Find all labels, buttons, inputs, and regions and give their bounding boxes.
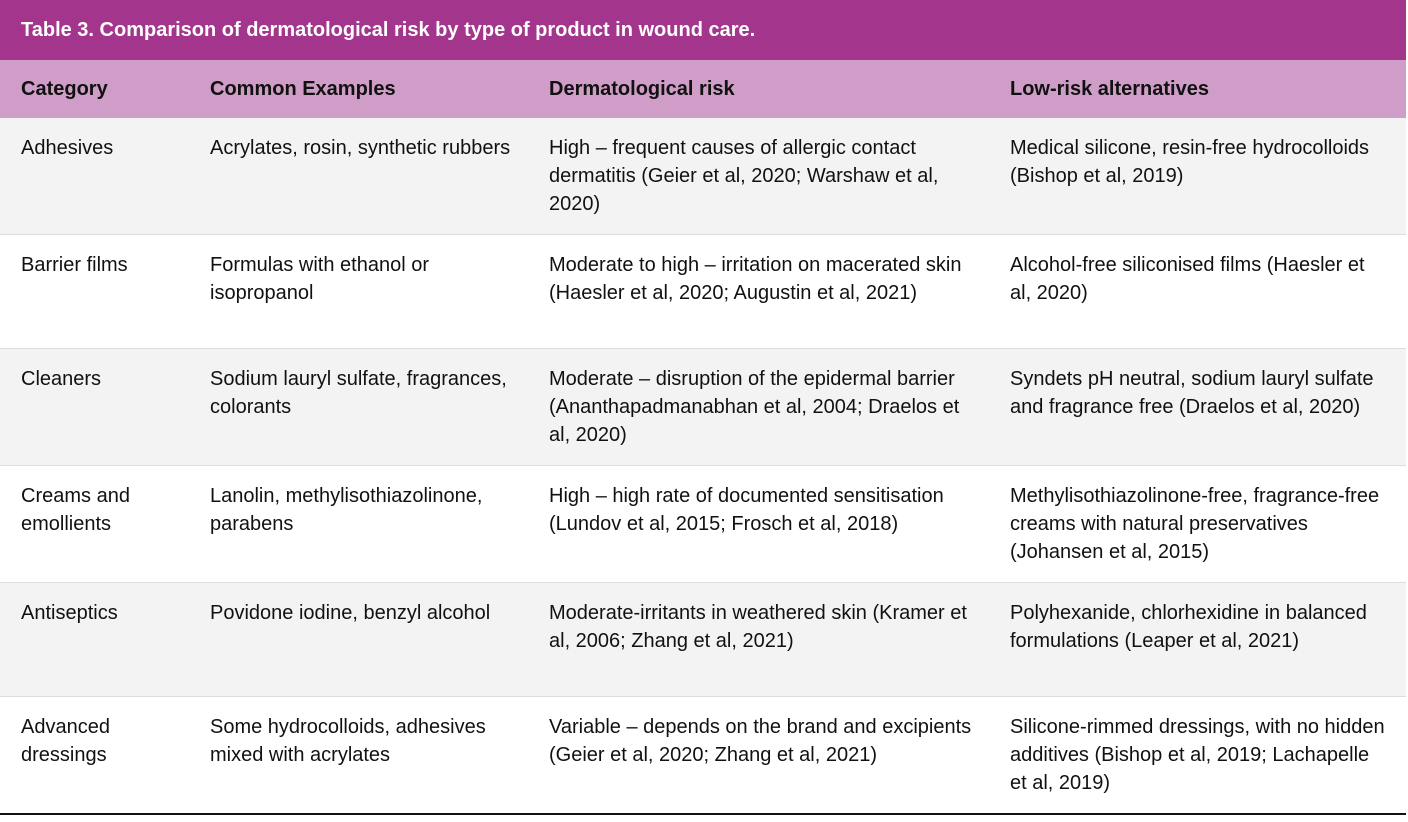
header-dermatological-risk: Dermatological risk: [549, 77, 735, 100]
table-header: [0, 60, 1406, 118]
cell-alternatives: Syndets pH neutral, sodium lauryl sulfate and fragrance free (Draelos et al, 2020): [1010, 368, 1374, 418]
cell-risk: Variable – depends on the brand and excipients (Geier et al, 2020; Zhang et al, 2021): [549, 716, 972, 766]
cell-alternatives: Silicone-rimmed dressings, with no hidden additives (Bishop et al, 2019; Lachapelle et al, 2019): [1010, 716, 1385, 794]
cell-examples: Some hydrocolloids, adhesives mixed with acrylates: [210, 716, 486, 766]
cell-examples: Lanolin, methylisothiazolinone, parabens: [210, 485, 483, 535]
cell-risk: Moderate – disruption of the epidermal barrier (Ananthapadmanabhan et al, 2004; Draelos et al, 2020): [549, 368, 960, 446]
cell-category: Adhesives: [21, 137, 114, 159]
cell-category: Advanced dressings: [21, 716, 110, 766]
cell-alternatives: Medical silicone, resin-free hydrocolloids (Bishop et al, 2019): [1010, 137, 1370, 187]
table-title: Table 3. Comparison of dermatological risk by type of product in wound care.: [0, 0, 1406, 60]
table-row: [0, 466, 1406, 583]
table-row: [0, 118, 1406, 235]
cell-examples: Sodium lauryl sulfate, fragrances, colorants: [210, 368, 507, 418]
cell-risk: High – high rate of documented sensitisation (Lundov et al, 2015; Frosch et al, 2018): [549, 485, 944, 535]
cell-alternatives: Polyhexanide, chlorhexidine in balanced formulations (Leaper et al, 2021): [1010, 602, 1367, 652]
table-row: [0, 235, 1406, 349]
cell-risk: Moderate to high – irritation on macerated skin (Haesler et al, 2020; Augustin et al, 2021): [549, 254, 962, 304]
table-body: [0, 118, 1406, 814]
header-low-risk-alternatives: Low-risk alternatives: [1010, 77, 1209, 100]
cell-examples: Povidone iodine, benzyl alcohol: [210, 602, 491, 624]
cell-category: Antiseptics: [21, 602, 118, 624]
table-row: [0, 583, 1406, 697]
cell-risk: Moderate-irritants in weathered skin (Kramer et al, 2006; Zhang et al, 2021): [549, 602, 967, 652]
header-row: [0, 60, 1406, 118]
cell-category: Cleaners: [21, 368, 102, 390]
cell-category: Creams and emollients: [21, 485, 130, 535]
cell-alternatives: Alcohol-free siliconised films (Haesler et al, 2020): [1010, 254, 1365, 304]
header-common-examples: Common Examples: [210, 77, 396, 100]
risk-comparison-table: [0, 60, 1406, 815]
table-row: [0, 697, 1406, 815]
cell-examples: Formulas with ethanol or isopropanol: [210, 254, 429, 304]
cell-risk: High – frequent causes of allergic contact dermatitis (Geier et al, 2020; Warshaw et al, 2020): [549, 137, 939, 215]
cell-category: Barrier films: [21, 254, 128, 276]
cell-examples: Acrylates, rosin, synthetic rubbers: [210, 137, 511, 159]
header-category: Category: [21, 77, 108, 100]
cell-alternatives: Methylisothiazolinone-free, fragrance-free creams with natural preservatives (Johansen et al, 2015): [1010, 485, 1380, 563]
table-row: [0, 349, 1406, 466]
